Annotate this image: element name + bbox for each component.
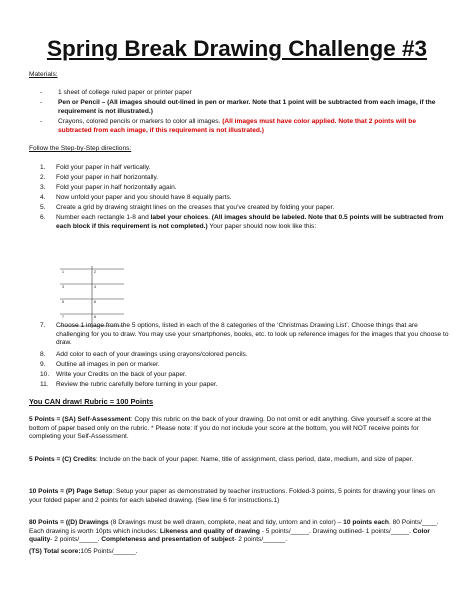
step-text: Add color to each of your drawings using crayons/colored pencils.	[56, 351, 248, 358]
step-text-bold: (All images should be labeled. Note that 0.5 points will be subtracted from each block if this requirement is not completed.)	[56, 214, 444, 230]
step-text: Outline all images in pen or marker.	[56, 361, 160, 368]
step-text-part: .	[208, 214, 212, 221]
grid-cell-label: 6	[94, 300, 96, 304]
step-text: Choose 1 image from the 5 options, listed in each of the 8 categories of the ‘Christmas Drawing List’. Choose things that are challenging for you to draw. You may use your smartphones, books, etc. to look up reference images for the images that you choose to draw.	[56, 322, 449, 347]
materials-item-text	[58, 99, 450, 116]
materials-item-bold: – (All images should out-lined in pen or marker. Note that 1 point will be subtracted from each image, if the requirement is not illustrated.)	[58, 99, 436, 115]
step-number: 5.	[40, 204, 46, 211]
step-text: Now unfold your paper and you should have 8 equally parts.	[56, 194, 232, 201]
rubric-text: . 80 Points/____. Each drawing is worth 10pts which includes:	[29, 519, 439, 535]
grid-cell-label: 4	[94, 285, 96, 289]
step-text-part: Your paper should now look like this:	[207, 222, 317, 230]
rubric-text: - 5 points/_____. Drawing outlined- 1 points/_____.	[259, 527, 413, 535]
rubric-bold: 10 points each	[343, 519, 389, 526]
step-number: 7.	[40, 322, 46, 329]
step-text-part: Number each rectangle 1-8 and	[56, 214, 151, 221]
rubric-label: 5 Points = (SA) Self-Assessment	[29, 416, 131, 423]
grid-cell-label: 7	[62, 315, 64, 319]
step-number: 2.	[40, 174, 46, 181]
step-number: 1.	[40, 164, 46, 171]
rubric-text: - 2 points/_____.	[50, 536, 102, 544]
rubric-self-assessment	[29, 416, 449, 442]
grid-cell-label: 3	[62, 285, 64, 289]
example-grid	[60, 266, 124, 328]
materials-item-prefix: Pen or Pencil	[58, 99, 100, 106]
bullet: -	[40, 89, 43, 96]
rubric-credits	[29, 456, 449, 465]
rubric-label: 10 Points = (P) Page Setup	[29, 488, 113, 495]
rubric-total	[29, 548, 449, 557]
rubric-text: 105 Points/______.	[80, 548, 138, 555]
rubric-bold: Color quality	[29, 527, 430, 544]
step-number: 10.	[40, 371, 50, 378]
steps-heading: Follow the Step-by-Step directions:	[29, 145, 132, 152]
rubric-heading: You CAN draw! Rubric = 100 Points	[29, 397, 154, 406]
step-number: 3.	[40, 184, 46, 191]
step-number: 8.	[40, 351, 46, 358]
grid-cell-label: 2	[94, 270, 96, 274]
step-text	[56, 214, 450, 231]
bullet: -	[40, 99, 43, 106]
step-text: Write your Credits on the back of your paper.	[56, 371, 187, 378]
grid-lines	[60, 266, 124, 328]
grid-cell-label: 1	[62, 270, 64, 274]
step-text-bold: label your choices	[150, 214, 209, 221]
rubric-text: - 2 points/______.	[234, 536, 288, 544]
rubric-text: (8 Drawings must be well drawn, complete, neat and tidy, untorn and in color) –	[108, 519, 344, 526]
rubric-text: : Copy this rubric on the back of your drawing. Do not omit or edit anything. Give yourself a score at the bottom of paper based only on the rubric. * Please note: If you do not include your score at the bottom, you will NOT receive points for completing your Self-Assessment.	[29, 416, 432, 441]
rubric-label: 80 Points = ((D) Drawings	[29, 519, 109, 526]
grid-cell-label: 8	[94, 315, 96, 319]
rubric-bold: Completeness and presentation of subject	[101, 536, 235, 544]
rubric-page-setup	[29, 488, 449, 505]
rubric-text: : Setup your paper as demonstrated by teacher instructions. Folded-3 points, 5 points for drawing your lines on your folded paper and 2 points for each labeled drawing. (See line 6 for instructions.1)	[29, 488, 435, 504]
materials-item-warning: (All images must have color applied. Note that 2 points will be subtracted from each image, if this requirement is not illustrated.)	[58, 118, 417, 134]
step-text: Fold your paper in half horizontally.	[56, 174, 159, 181]
materials-item-plain: Crayons, colored pencils or markers to color all images.	[58, 118, 223, 125]
rubric-bold: Likeness and quality of drawing	[159, 527, 260, 535]
step-number: 9.	[40, 361, 46, 368]
step-text: Fold your paper in half horizontally again.	[56, 184, 177, 191]
materials-heading: Materials:	[29, 71, 58, 78]
step-number: 6.	[40, 214, 46, 221]
step-text: Fold your paper in half vertically.	[56, 164, 151, 171]
rubric-drawings	[29, 519, 449, 545]
step-text: Review the rubric carefully before turning in your paper.	[56, 381, 218, 388]
step-number: 11.	[40, 381, 49, 388]
step-number: 4.	[40, 194, 46, 201]
page-title: Spring Break Drawing Challenge #3	[46, 36, 428, 61]
bullet: -	[40, 118, 43, 125]
grid-cell-label: 5	[62, 300, 64, 304]
rubric-label: 5 Points = (C) Credits	[29, 456, 96, 463]
materials-item-text	[58, 118, 450, 135]
rubric-text: : Include on the back of your paper. Name, title of assignment, class period, date, medium, and size of paper.	[95, 456, 414, 463]
materials-item-text: 1 sheet of college ruled paper or printer paper	[58, 89, 192, 96]
step-text: Create a grid by drawing straight lines on the creases that you’ve created by folding your paper.	[56, 204, 335, 211]
rubric-label: (TS) Total score:	[29, 548, 81, 555]
